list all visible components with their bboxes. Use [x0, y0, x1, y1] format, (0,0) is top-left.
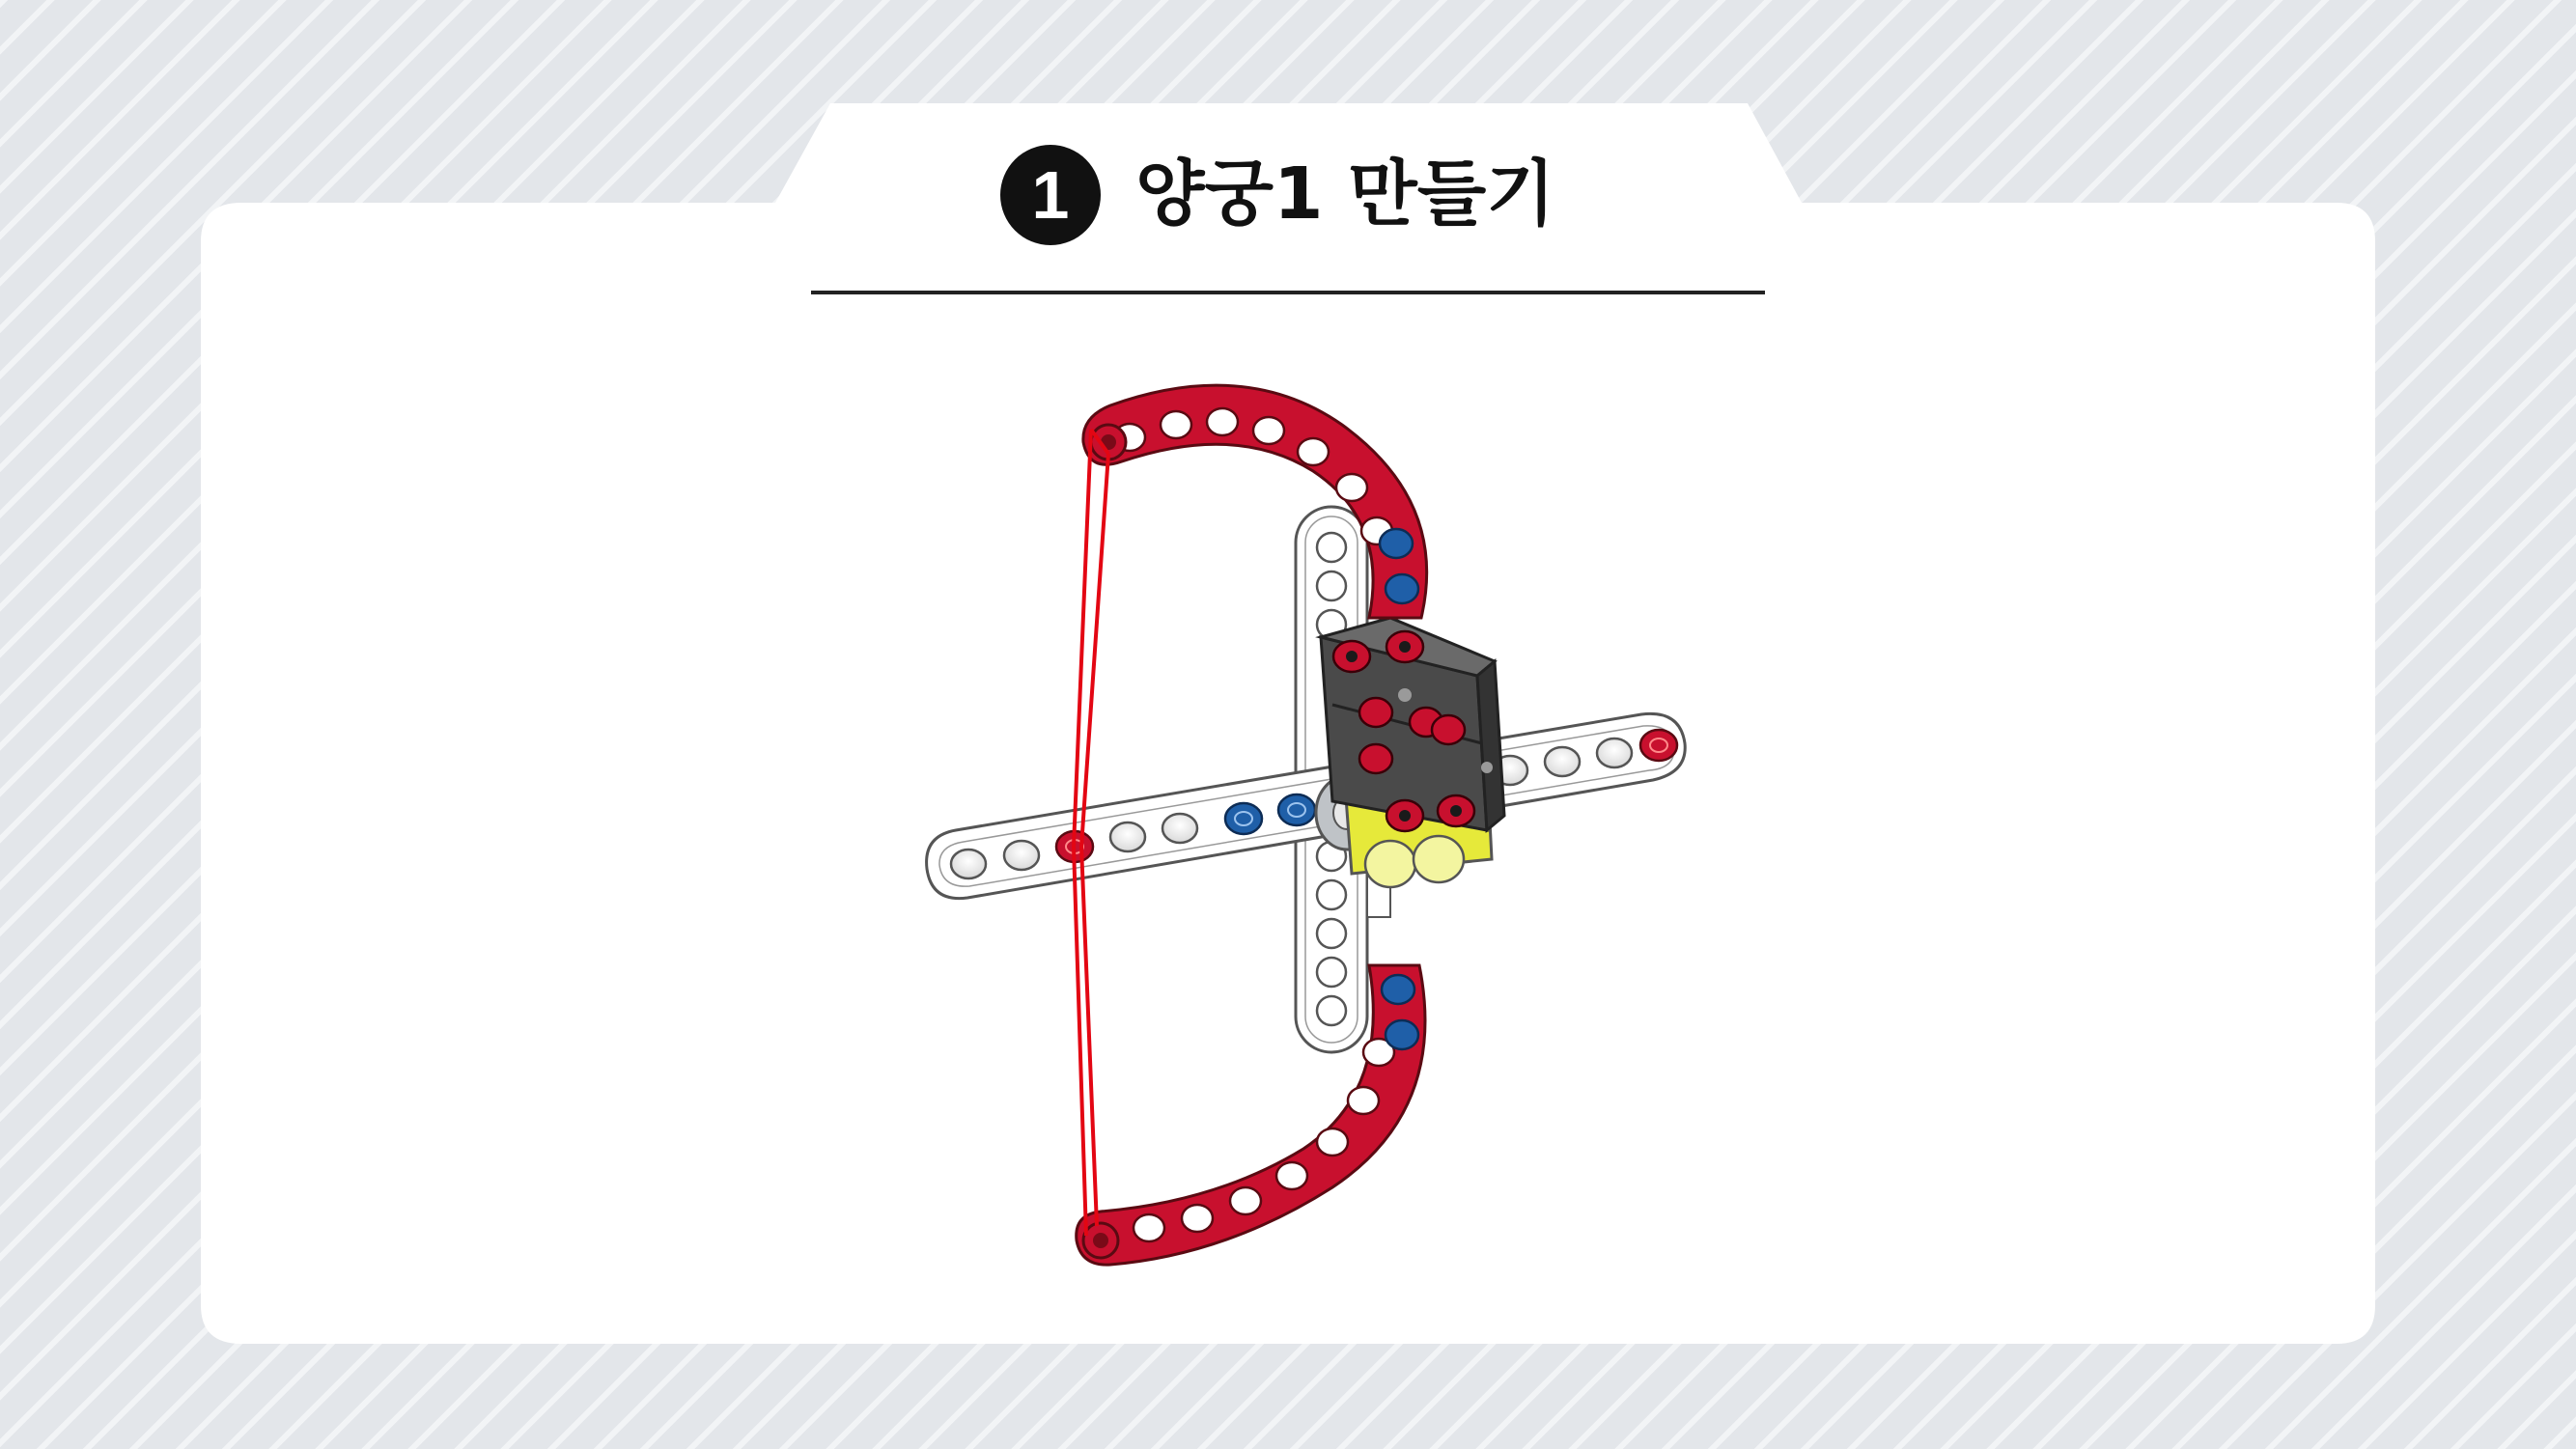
step-number-badge: 1	[1000, 145, 1101, 245]
page-title: 양궁1 만들기	[1135, 153, 1555, 236]
title-divider	[811, 291, 1765, 294]
